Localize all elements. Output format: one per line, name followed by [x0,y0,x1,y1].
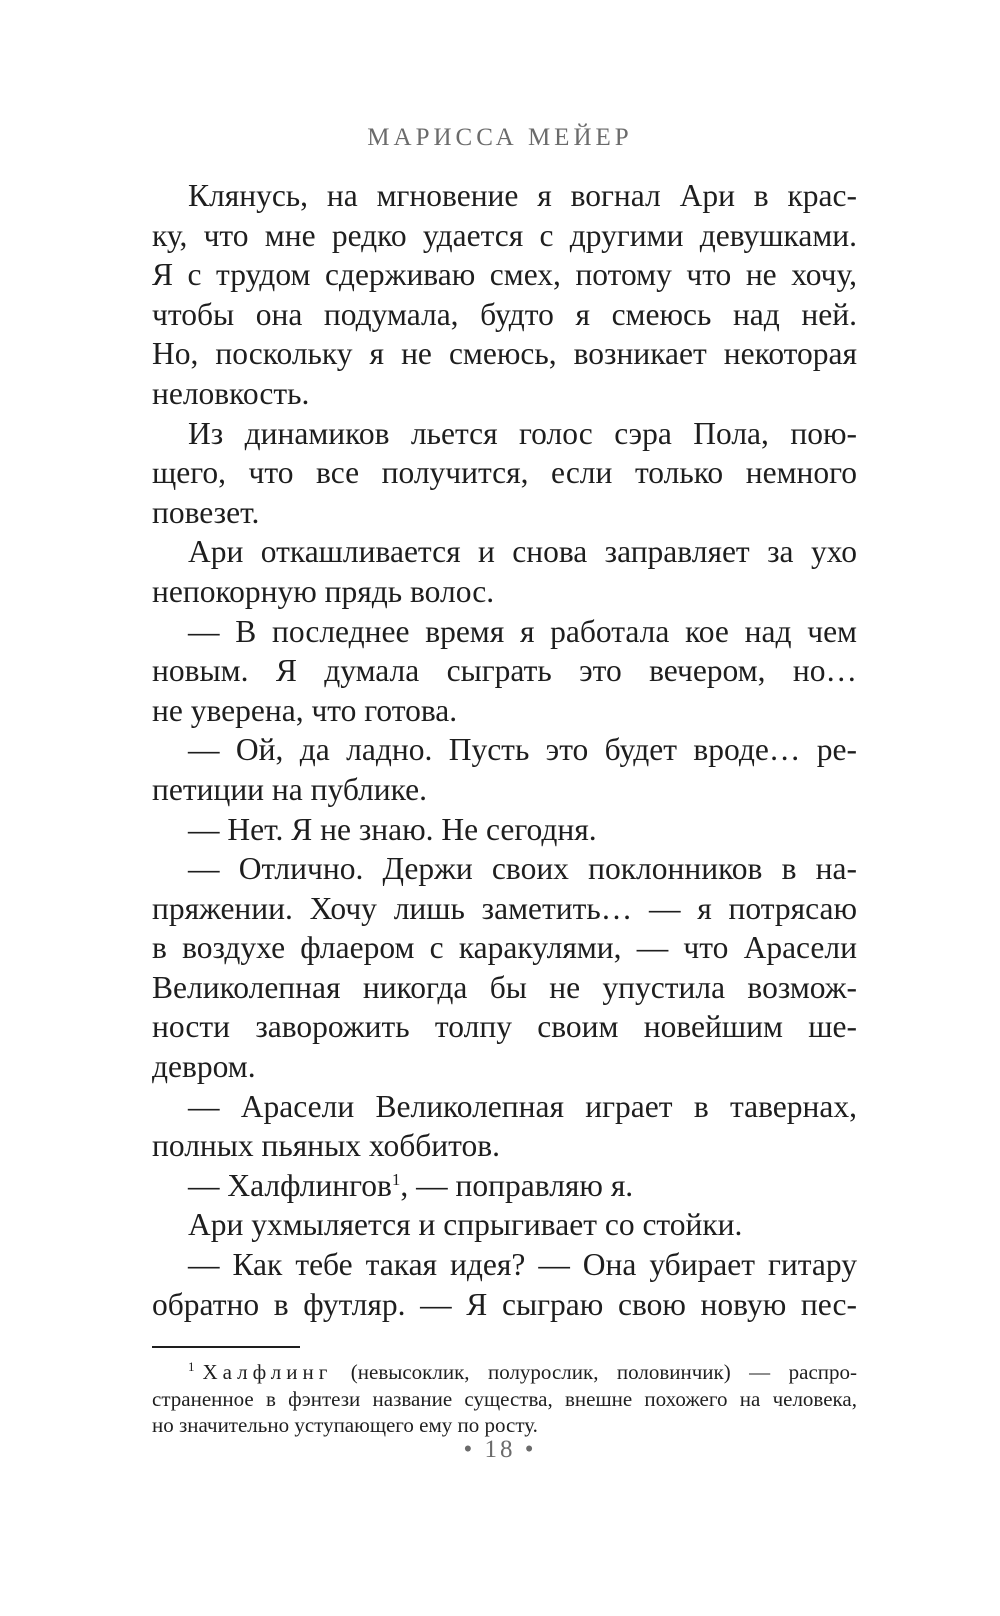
running-head-author: МАРИССА МЕЙЕР [367,124,633,151]
text-line: в воздухе флаером с каракулями, — что Арасели [152,930,857,966]
text-line: неловкость. [152,375,310,411]
text-line: — В последнее время я работала кое над чем [188,613,857,649]
text-line: Ари ухмыляется и спрыгивает со стойки. [188,1207,743,1243]
footnote-line: но значительно уступающего ему по росту. [152,1413,538,1437]
text-line: Ари откашливается и снова заправляет за ухо [188,534,857,570]
text-line: полных пьяных хоббитов. [152,1128,500,1164]
footnote-divider [152,1346,300,1348]
text-line: девром. [152,1049,256,1085]
text-line: — Отлично. Держи своих поклонников в на- [188,851,857,887]
footnote-term: Халфлинг [202,1360,333,1384]
text-line: щего, что все получится, если только немного [152,455,857,491]
text-line: чтобы она подумала, будто я смеюсь над ней. [152,296,857,332]
footnote [152,1354,857,1439]
text-line: Великолепная никогда бы не упустила возмож- [152,969,857,1005]
text-line-with-noteref [152,1166,857,1206]
footnote-marker: 1 [188,1359,195,1374]
text-line: Я с трудом сдерживаю смех, потому что не хочу, [152,257,857,293]
text-line: — Арасели Великолепная играет в тавернах, [188,1088,857,1124]
footnote-line: страненное в фэнтези название существа, внешне похожего на человека, [152,1386,857,1411]
text-line: Но, поскольку я не смеюсь, возникает некоторая [152,336,857,372]
text-line: Клянусь, на мгновение я вогнал Ари в крас- [188,178,857,213]
text-line: — Ой, да ладно. Пусть это будет вроде… ре- [188,732,857,768]
text-line: — Как тебе такая идея? — Она убирает гитару [188,1247,857,1283]
text-line: Из динамиков льется голос сэра Пола, пою- [188,415,857,451]
footnote-reference[interactable]: 1 [391,1169,401,1189]
footnote-text: (невысоклик, полурослик, половинчик) — распро- [350,1360,857,1384]
text-fragment: , — поправляю я. [400,1167,634,1203]
footnote-line [152,1354,857,1386]
text-line: ности заворожить толпу своим новейшим ше- [152,1009,857,1045]
text-line: обратно в футляр. — Я сыграю свою новую пес- [152,1286,857,1322]
text-line: петиции на публике. [152,771,428,807]
text-fragment: — Халфлингов [188,1167,392,1203]
text-line: пряжении. Хочу лишь заметить… — я потрясаю [152,890,857,926]
text-line: новым. Я думала сыграть это вечером, но… [152,653,857,689]
body-text [152,176,857,1324]
page-number: • 18 • [463,1436,537,1463]
text-line: — Нет. Я не знаю. Не сегодня. [188,811,597,847]
text-line: ку, что мне редко удается с другими девушками. [152,217,857,253]
text-line: непокорную прядь волос. [152,573,495,609]
text-line: повезет. [152,494,260,530]
text-line: не уверена, что готова. [152,692,458,728]
